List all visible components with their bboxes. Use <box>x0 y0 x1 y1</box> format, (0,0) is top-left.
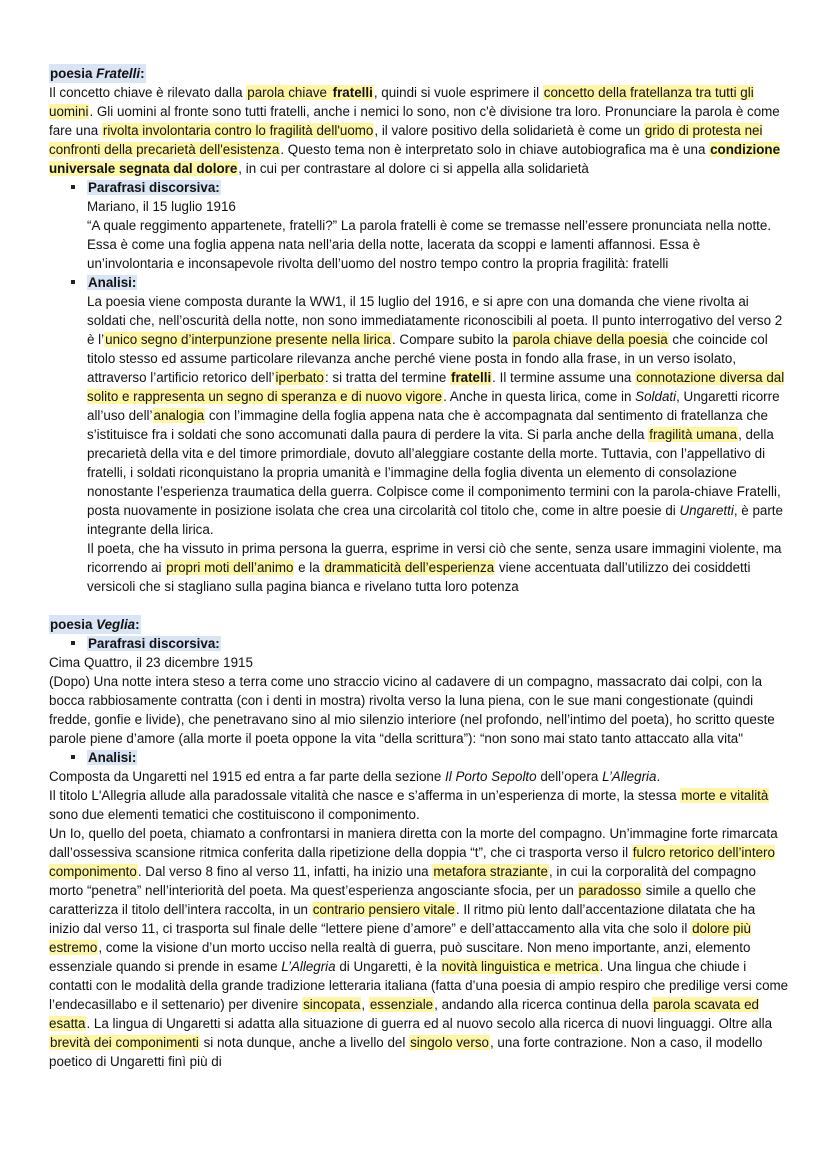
text-run: , Ungaretti ricorre all’uso dell’ <box>87 389 780 423</box>
veglia-analisi-paragraph-3 <box>49 824 789 1071</box>
text-run: La poesia viene composta durante la WW1, il 15 luglio del 1916, e si apre con una domanda che viene rivolta ai soldati che, nell’oscurità della notte, non sono immediatamente riconoscibili al poeta. Il punto interrogativo del verso 2 è l’ <box>87 294 783 347</box>
text-run: sono due elementi tematici che costituiscono il componimento. <box>49 807 420 822</box>
highlighted-text: singolo verso <box>410 1035 489 1050</box>
highlighted-text: morte e vitalità <box>681 788 769 803</box>
text-run: : si tratta del termine <box>324 370 450 385</box>
text-run: viene accentuata dall’utilizzo dei cosiddetti versicoli che si stagliano sulla pagina bianca e rivelano tutta loro potenza <box>87 560 751 594</box>
fratelli-analisi-paragraph-2 <box>49 539 789 596</box>
text-run: dell’opera <box>536 769 603 784</box>
text-run: . <box>656 769 661 784</box>
veglia-parafrasi-text: (Dopo) Una notte intera steso a terra come uno straccio vicino al cadavere di un compagno, massacrato dai colpi, con la bocca rabbiosamente contratta (con i denti in mostra) rivolta verso la luna piena, con le sue mani congestionate (quindi fredde, gonfie e livide), che penetravano sino al mio silenzio interiore (nel profondo, nell’intimo del poeta), ho scritto queste parole piene d’amore (alla morte il poeta oppone la vita “della scrittura”): “non sono mai stato tanto attaccato alla vita" <box>49 674 775 746</box>
highlighted-text: condizione universale segnata dal dolore <box>49 142 781 176</box>
highlighted-text: paradosso <box>578 883 642 898</box>
text-run: . Una lingua che chiude i contatti con le modalità della grande tradizione letteraria italiana (fatta d’una poesia di ampio respiro che predilige versi come l’endecasillabo e il settenario) per divenire <box>49 959 789 1012</box>
text-run: L’Allegria <box>281 959 336 974</box>
highlighted-text: fragilità umana <box>649 427 738 442</box>
text-run: , della precarietà della vita e del timore primordiale, dovuto all’aleggiare costante della morte. Tuttavia, con l’appellativo di fratelli, i soldati riconquistano la propria umanità e l’immagine della foglia diventa un elemento di consolazione nonostante l’esperienza traumatica della guerra. Colpisce come il componimento termini con la parola-chiave Fratelli, posta nuovamente in posizione isolata che crea una circolarità col titolo che, come in altre poesie di <box>87 427 781 518</box>
text-run: Il titolo L'Allegria allude alla paradossale vitalità che nasce e s’afferma in un’esperienza di morte, la stessa <box>49 788 681 803</box>
text-run: Il poeta, che ha vissuto in prima persona la guerra, esprime in versi ciò che sente, senza usare immagini violente, ma ricorrendo ai <box>87 541 782 575</box>
veglia-parafrasi-place: Cima Quattro, il 23 dicembre 1915 <box>49 655 253 670</box>
highlighted-text: analogia <box>153 408 205 423</box>
bullet-marker <box>71 755 75 759</box>
veglia-parafrasi-bullet <box>49 634 789 653</box>
veglia-analisi-paragraph-1 <box>49 767 789 786</box>
text-run: . Anche in questa lirica, come in <box>443 389 636 404</box>
bullet-marker <box>71 185 75 189</box>
text-run: . Il ritmo più lento dall’accentazione dilatata che ha inizio dal verso 11, ci trasporta sul finale delle “lettere piene d’amore” e dell’attaccamento alla vita che solo il <box>49 902 756 936</box>
highlighted-text: fratelli <box>332 85 373 100</box>
fratelli-analisi-bullet <box>49 273 789 292</box>
text-run: simile a quello che caratterizza il titolo dell’intera raccolta, in un <box>49 883 756 917</box>
text-run: . Dal verso 8 fino al verso 11, infatti, ha inizio una <box>137 864 433 879</box>
highlighted-text: parola scavata ed esatta <box>49 997 759 1031</box>
veglia-analisi-label: Analisi: <box>88 750 137 765</box>
bullet-marker <box>71 641 75 645</box>
text-run: . Compare subito la <box>391 332 512 347</box>
highlighted-text: dolore più estremo <box>49 921 751 955</box>
text-run: . Gli uomini al fronte sono tutti fratelli, anche i nemici lo sono, non c'è divisione tra loro. Pronunciare la parola è come fare una <box>49 104 780 138</box>
highlighted-text: concetto della fratellanza tra tutti gli uomini <box>49 85 754 119</box>
text-run: Composta da Ungaretti nel 1915 ed entra a far parte della sezione <box>49 769 446 784</box>
section-spacer <box>49 596 789 615</box>
text-run: Un Io, quello del poeta, chiamato a confrontarsi in maniera diretta con la morte del compagno. Un’immagine forte rimarcata dall’ossessiva scansione ritmica conferita dalla ripetizione della doppia “t”, che ci trasporta verso il <box>49 826 778 860</box>
text-run: con l’immagine della foglia appena nata che è accompagnata dal sentimento di fratellanza che s’istituisce fra i soldati che sono accomunati dalla paura di perdere la vita. Si parla anche della <box>87 408 768 442</box>
highlighted-text: metafora straziante <box>433 864 548 879</box>
veglia-analisi-bullet <box>49 748 789 767</box>
text-run: si nota dunque, anche a livello del <box>199 1035 410 1050</box>
veglia-analisi-paragraph-2 <box>49 786 789 824</box>
text-run: , quindi si vuole esprimere il <box>373 85 543 100</box>
text-run: , in cui la corporalità del compagno morto “penetra” nell’interiorità del poeta. Ma quest’esperienza angosciante sfocia, per un <box>49 864 756 898</box>
highlighted-text: grido di protesta nei confronti della precarietà dell'esistenza <box>49 123 763 157</box>
highlighted-text: novità linguistica e metrica <box>441 959 599 974</box>
text-run: Soldati <box>635 389 677 404</box>
text-run: , come la visione d’un morto ucciso nella realtà di guerra, può suscitare. Non meno importante, anzi, elemento essenziale quando si prende in esame <box>49 940 751 974</box>
highlighted-text: brevità dei componimenti <box>50 1035 199 1050</box>
fratelli-parafrasi-bullet <box>49 178 789 197</box>
fratelli-intro-paragraph <box>49 83 789 178</box>
highlighted-text: essenziale <box>369 997 434 1012</box>
section-heading-veglia: poesia Veglia: <box>50 617 140 632</box>
bullet-marker <box>71 280 75 284</box>
fratelli-parafrasi-place: Mariano, il 15 luglio 1916 <box>87 199 236 214</box>
text-run: . La lingua di Ungaretti si adatta alla situazione di guerra ed al nuovo secolo alla ricerca di nuovi linguaggi. Oltre alla <box>86 1016 773 1031</box>
text-run: . Il termine assume una <box>492 370 636 385</box>
veglia-parafrasi-label: Parafrasi discorsiva: <box>88 636 220 651</box>
highlighted-text: drammaticità dell’esperienza <box>324 560 495 575</box>
highlighted-text: propri moti dell’animo <box>166 560 294 575</box>
highlighted-text: fratelli <box>450 370 492 385</box>
text-run: , il valore positivo della solidarietà è come un <box>374 123 644 138</box>
highlighted-text: parola chiave <box>247 85 331 100</box>
fratelli-parafrasi-label: Parafrasi discorsiva: <box>88 180 220 195</box>
highlighted-text: rivolta involontaria contro lo fragilità dell'uomo <box>102 123 374 138</box>
highlighted-text: contrario pensiero vitale <box>312 902 455 917</box>
text-run: , <box>361 997 369 1012</box>
highlighted-text: parola chiave della poesia <box>512 332 668 347</box>
text-run: Il Porto Sepolto <box>445 769 537 784</box>
text-run: . Questo tema non è interpretato solo in chiave autobiografica ma è una <box>280 142 710 157</box>
text-run: , è parte integrante della lirica. <box>87 503 783 537</box>
text-run: che coincide col titolo stesso ed assume particolare rilevanza anche perché viene posta in fondo alla frase, in un verso isolato, attraverso l’artificio retorico dell’ <box>87 332 768 385</box>
highlighted-text: unico segno d’interpunzione presente nella lirica <box>105 332 391 347</box>
document-page <box>49 64 789 1071</box>
highlighted-text: fulcro retorico dell’intero componimento <box>49 845 775 879</box>
text-run: , andando alla ricerca continua della <box>434 997 653 1012</box>
fratelli-analisi-label: Analisi: <box>88 275 137 290</box>
text-run: Ungaretti <box>679 503 734 518</box>
text-run: e la <box>294 560 324 575</box>
text-run: Il concetto chiave è rilevato dalla <box>49 85 247 100</box>
highlighted-text: sincopata <box>303 997 361 1012</box>
section-heading-fratelli: poesia Fratelli: <box>50 66 145 81</box>
text-run: , in cui per contrastare al dolore ci si appella alla solidarietà <box>238 161 589 176</box>
highlighted-text: connotazione diversa dal solito e rappresenta un segno di speranza e di nuovo vigore <box>87 370 785 404</box>
fratelli-parafrasi-text: “A quale reggimento appartenete, fratelli?” La parola fratelli è come se tremasse nell’essere pronunciata nella notte. Essa è come una foglia appena nata nell’aria della notte, lacerata da scoppi e lamenti affannosi. Essa è un’involontaria e inconsapevole rivolta dell’uomo del nostro tempo contro la propria fragilità: fratelli <box>87 218 772 271</box>
fratelli-analisi-paragraph-1 <box>49 292 789 539</box>
text-run: L’Allegria <box>602 769 657 784</box>
highlighted-text: iperbato <box>275 370 324 385</box>
text-run: , una forte contrazione. Non a caso, il modello poetico di Ungaretti finì più di <box>49 1035 763 1069</box>
text-run: di Ungaretti, è la <box>335 959 441 974</box>
